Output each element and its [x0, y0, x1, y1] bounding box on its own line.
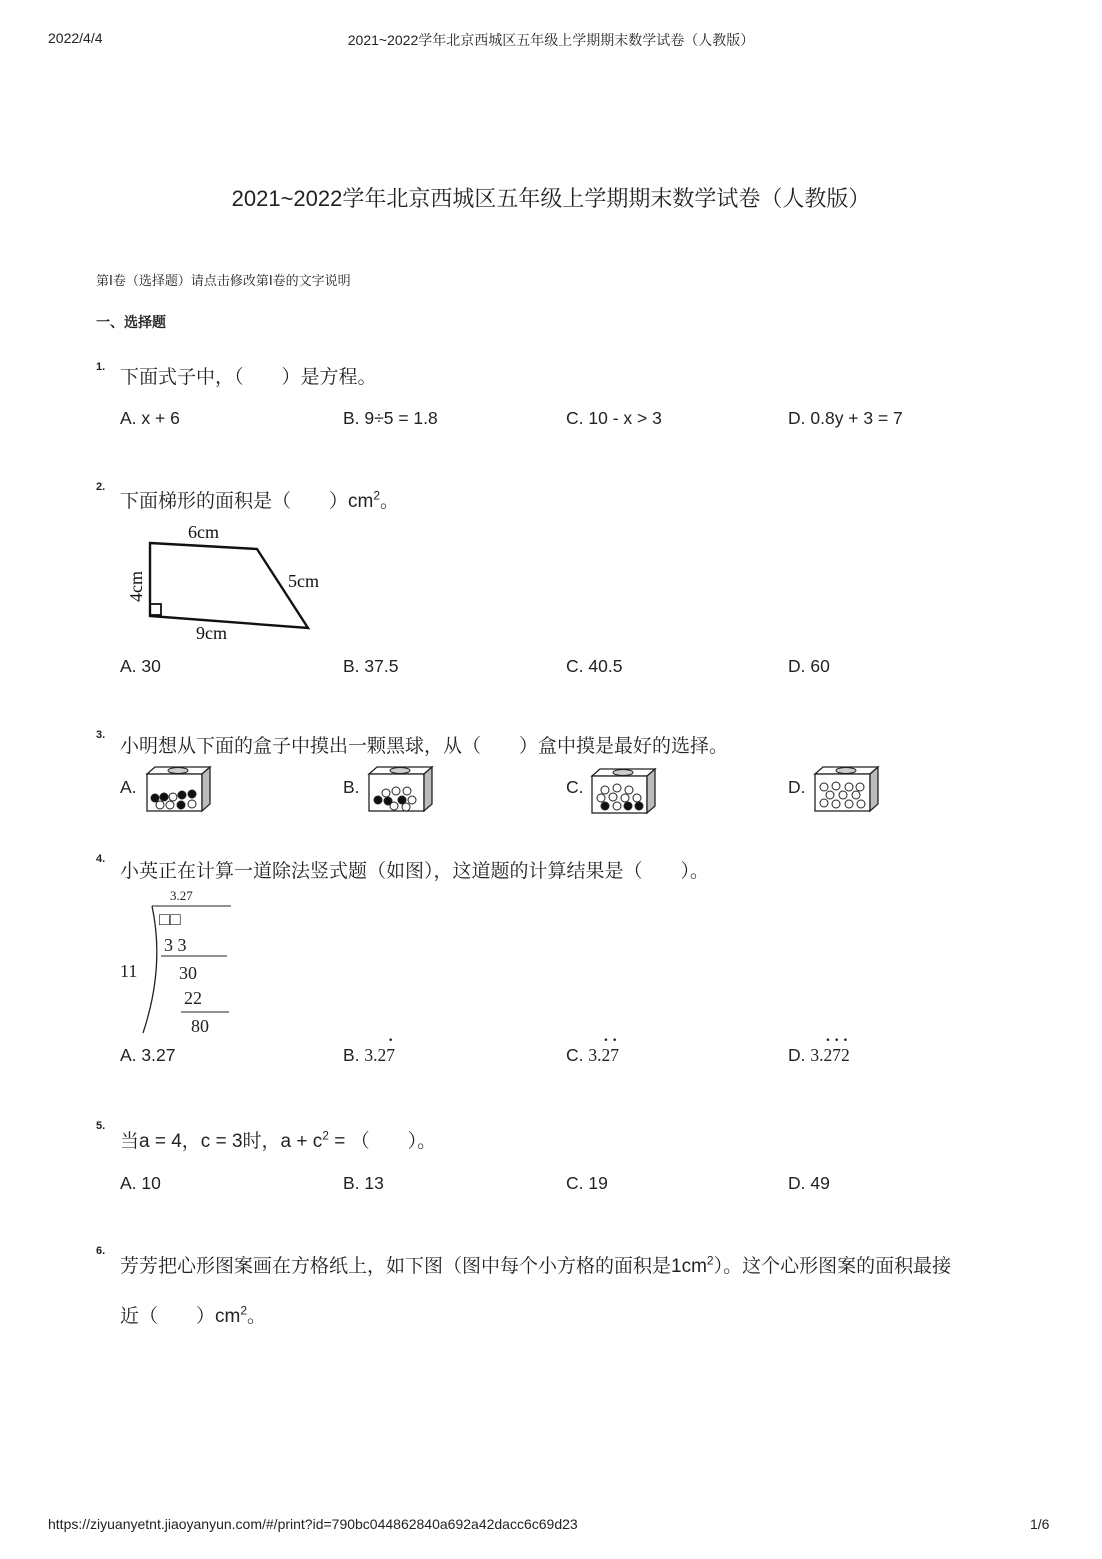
- page-url: https://ziyuanyetnt.jiaoyanyun.com/#/print?id=790bc044862840a692a42dacc6c69d23: [48, 1516, 578, 1532]
- right-side-label: 5cm: [288, 571, 319, 591]
- question-5-text: 当a = 4，c = 3时，$a + c^2$ = （ ）。: [120, 1128, 437, 1152]
- step-1: 3 3: [164, 935, 187, 955]
- option-a: A.: [120, 777, 137, 797]
- print-date: 2022/4/4: [48, 30, 103, 46]
- long-division-figure: [115, 885, 245, 1040]
- ball-box-c: [589, 766, 659, 816]
- option-b: B. 3.2· 7: [343, 1045, 395, 1066]
- option-c: C. 3.· 2· 7: [566, 1045, 619, 1066]
- section-heading: 一、选择题: [96, 314, 166, 330]
- remainder-1: 30: [179, 963, 197, 983]
- question-1-text: 下面式子中，（ ）是方程。: [120, 367, 377, 388]
- question-number: 5.: [96, 1120, 106, 1132]
- ball-box-a: [144, 764, 214, 814]
- remainder-2: 80: [191, 1016, 209, 1036]
- option-c: C.: [566, 777, 584, 797]
- ball-box-d: [812, 764, 882, 814]
- dividend: □□: [159, 909, 181, 929]
- question-number: 4.: [96, 853, 106, 865]
- ball-box-b: [366, 764, 436, 814]
- option-d: D. 60: [788, 656, 830, 676]
- option-a: A. 3.27: [120, 1045, 176, 1065]
- option-b: B.: [343, 777, 360, 797]
- option-d: D. 0.8y + 3 = 7: [788, 408, 903, 428]
- option-d: D.: [788, 777, 806, 797]
- option-d: D. 3.· 2· 7· 2: [788, 1045, 850, 1066]
- quotient: 3.27: [170, 888, 193, 903]
- running-title: 2021~2022学年北京西城区五年级上学期期末数学试卷（人教版）: [347, 32, 755, 48]
- question-2-text: 下面梯形的面积是（ ）$cm^2$。: [120, 488, 400, 512]
- bottom-side-label: 9cm: [196, 623, 227, 643]
- divisor: 11: [120, 961, 138, 981]
- option-c: C. 10 - x > 3: [566, 408, 662, 428]
- option-a: A. x + 6: [120, 408, 180, 428]
- option-c: C. 19: [566, 1173, 608, 1193]
- option-b: B. 9÷5 = 1.8: [343, 408, 438, 428]
- question-number: 6.: [96, 1245, 106, 1257]
- option-a: A. 30: [120, 656, 161, 676]
- question-number: 2.: [96, 481, 106, 493]
- option-b: B. 37.5: [343, 656, 399, 676]
- step-2: 22: [184, 988, 202, 1008]
- question-4-text: 小英正在计算一道除法竖式题（如图），这道题的计算结果是（ ）。: [120, 861, 710, 882]
- top-side-label: 6cm: [188, 522, 219, 542]
- question-6-line-2: 近（ ）$cm^2$。: [120, 1303, 267, 1327]
- left-side-label: 4cm: [126, 571, 146, 602]
- option-c: C. 40.5: [566, 656, 623, 676]
- volume-note: 第Ⅰ卷（选择题）请点击修改第Ⅰ卷的文字说明: [96, 273, 351, 288]
- trapezoid-figure: [122, 518, 337, 648]
- question-number: 3.: [96, 729, 106, 741]
- option-d: D. 49: [788, 1173, 830, 1193]
- question-3-text: 小明想从下面的盒子中摸出一颗黑球，从（ ）盒中摸是最好的选择。: [120, 736, 729, 757]
- option-b: B. 13: [343, 1173, 384, 1193]
- question-number: 1.: [96, 361, 106, 373]
- right-angle-mark: [150, 604, 161, 615]
- option-a: A. 10: [120, 1173, 161, 1193]
- question-6-line-1: 芳芳把心形图案画在方格纸上，如下图（图中每个小方格的面积是$1cm^2$）。这个心形图案的面积最接: [120, 1253, 952, 1277]
- page-number: 1/6: [1030, 1516, 1050, 1532]
- page-title: 2021~2022学年北京西城区五年级上学期期末数学试卷（人教版）: [231, 186, 871, 211]
- trapezoid-shape: [150, 543, 308, 628]
